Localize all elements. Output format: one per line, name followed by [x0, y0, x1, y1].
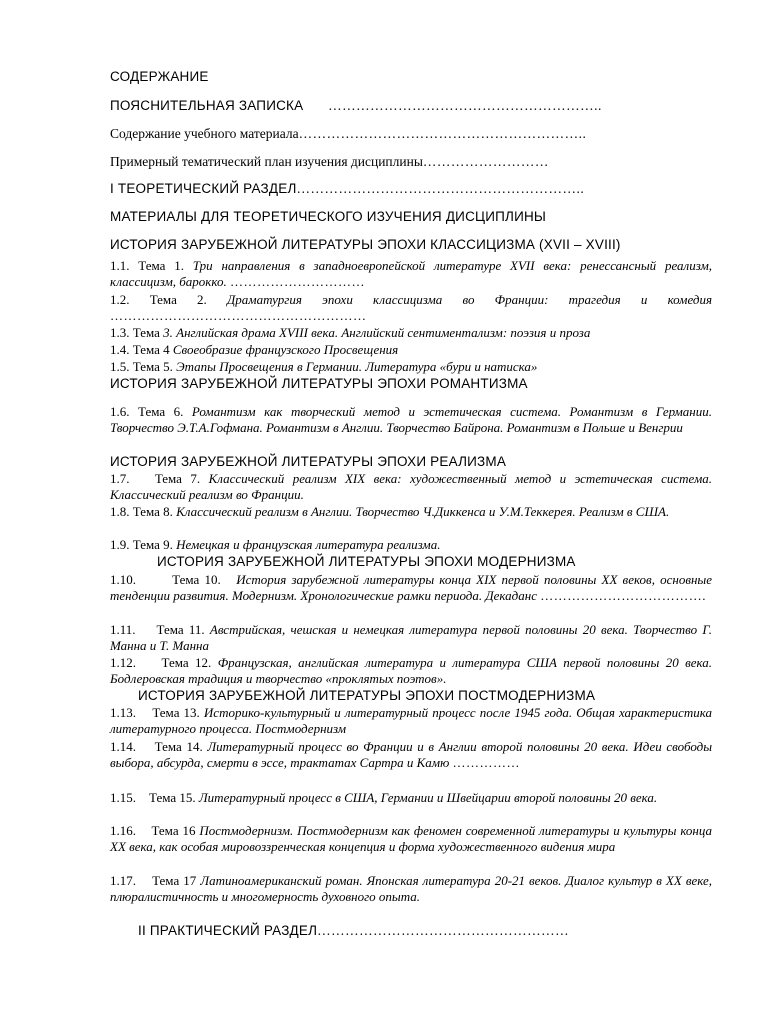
section-romanticism: ИСТОРИЯ ЗАРУБЕЖНОЙ ЛИТЕРАТУРЫ ЭПОХИ РОМАНТИЗМА	[110, 376, 528, 391]
topic-title: История зарубежной литературы конца XIX первой половины XX веков, основные тенденции развития. Модернизм. Хронологические рамки периода. Декаданс	[110, 572, 713, 603]
toc-entry-practical	[138, 923, 569, 939]
topic-1-4	[110, 342, 712, 358]
toc-entry-plan	[110, 154, 549, 170]
topic-title: Австрийская, чешская и немецкая литература первой половины 20 века. Творчество Г. Манна и Т. Манна	[110, 622, 713, 653]
topic-dots: …………………………	[229, 274, 365, 289]
topic-1-9	[110, 537, 712, 553]
toc-entry-practical-label: II ПРАКТИЧЕСКИЙ РАЗДЕЛ	[138, 923, 318, 938]
topic-number: 1.2.	[110, 292, 130, 307]
topic-number: 1.1.	[110, 258, 130, 273]
toc-entry-note-dots: …………………………………………………..	[328, 98, 602, 113]
toc-entry-theory	[110, 181, 584, 197]
topic-label: Тема 9.	[132, 537, 173, 552]
topic-1-6	[110, 404, 712, 436]
topic-1-11	[110, 622, 712, 654]
topic-title: Классический реализм XIX века: художественный метод и эстетическая система. Классический реализм во Франции.	[110, 471, 713, 502]
topic-1-14	[110, 739, 712, 771]
topic-number: 1.10.	[110, 572, 136, 587]
toc-entry-plan-dots: ………………………	[422, 154, 549, 169]
topic-title: Своеобразие французского Просвещения	[172, 342, 399, 357]
topic-dots: ……………	[452, 755, 520, 770]
section-realism: ИСТОРИЯ ЗАРУБЕЖНОЙ ЛИТЕРАТУРЫ ЭПОХИ РЕАЛИЗМА	[110, 454, 507, 469]
topic-label: Тема 2.	[149, 292, 207, 307]
topic-1-2	[110, 292, 712, 324]
topic-1-15	[110, 790, 712, 806]
section-modernism: ИСТОРИЯ ЗАРУБЕЖНОЙ ЛИТЕРАТУРЫ ЭПОХИ МОДЕРНИЗМА	[157, 554, 576, 569]
topic-number: 1.14.	[110, 739, 136, 754]
topic-number: 1.9.	[110, 537, 130, 552]
topic-1-17	[110, 873, 712, 905]
topic-title: Латиноамериканский роман. Японская литература 20-21 веков. Диалог культур в XX веке, плюралистичность и многомерность духовного опыта.	[110, 873, 713, 904]
topic-label: Тема 10.	[172, 572, 221, 587]
topic-number: 1.3.	[110, 325, 130, 340]
topic-number: 1.6.	[110, 404, 130, 419]
toc-materials-heading: МАТЕРИАЛЫ ДЛЯ ТЕОРЕТИЧЕСКОГО ИЗУЧЕНИЯ ДИСЦИПЛИНЫ	[110, 209, 547, 224]
topic-number: 1.15.	[110, 790, 136, 805]
topic-label: Тема 1.	[138, 258, 184, 273]
topic-1-5	[110, 359, 712, 375]
topic-label: Тема 7.	[154, 471, 201, 486]
topic-number: 1.7.	[110, 471, 130, 486]
topic-label: Тема 13.	[152, 705, 200, 720]
toc-entry-content	[110, 126, 586, 142]
topic-1-3	[110, 325, 712, 341]
topic-dots: …………………………………………………	[110, 308, 367, 323]
section-postmodernism: ИСТОРИЯ ЗАРУБЕЖНОЙ ЛИТЕРАТУРЫ ЭПОХИ ПОСТМОДЕРНИЗМА	[138, 688, 596, 703]
section-classicism: ИСТОРИЯ ЗАРУБЕЖНОЙ ЛИТЕРАТУРЫ ЭПОХИ КЛАССИЦИЗМА (XVII – XVIII)	[110, 237, 621, 252]
topic-1-10	[110, 572, 712, 604]
toc-entry-note	[110, 98, 602, 114]
topic-label: Тема	[132, 325, 160, 340]
toc-entry-content-dots: ……………………………………………………..	[298, 126, 587, 141]
topic-number: 1.11.	[110, 622, 136, 637]
topic-title: Литературный процесс во Франции и в Англии второй половины 20 века. Идеи свободы выбора, абсурда, смерти в эссе, трактатах Сартра и Камю	[110, 739, 713, 770]
topic-label: Тема 14.	[154, 739, 203, 754]
topic-title: Французская, английская литература и литература США первой половины 20 века. Бодлеровская традиция и творчество «проклятых поэтов».	[110, 655, 713, 686]
topic-title: Драматургия эпохи классицизма во Франции: трагедия и комедия	[227, 292, 713, 307]
topic-1-13	[110, 705, 712, 737]
topic-1-7	[110, 471, 712, 503]
topic-number: 1.16.	[110, 823, 136, 838]
toc-entry-practical-dots: ………………………………………………	[317, 923, 570, 938]
toc-title: СОДЕРЖАНИЕ	[110, 69, 209, 84]
toc-entry-note-label: ПОЯСНИТЕЛЬНАЯ ЗАПИСКА	[110, 98, 304, 113]
topic-number: 1.8.	[110, 504, 130, 519]
topic-1-16	[110, 823, 712, 855]
topic-number: 1.5.	[110, 359, 130, 374]
topic-number: 1.13.	[110, 705, 136, 720]
toc-entry-theory-dots: ……………………………………………………..	[296, 181, 585, 196]
topic-label: Тема 8.	[132, 504, 173, 519]
topic-1-8	[110, 504, 712, 520]
topic-title: Три направления в западноевропейской литературе XVII века: ренессансный реализм, классицизм, барокко.	[110, 258, 713, 289]
topic-1-1	[110, 258, 712, 290]
topic-title: Историко-культурный и литературный процесс после 1945 года. Общая характеристика литературного процесса. Постмодернизм	[110, 705, 713, 736]
topic-label: Тема 6.	[138, 404, 184, 419]
topic-title: Романтизм как творческий метод и эстетическая система. Романтизм в Германии. Творчество Э.Т.А.Гофмана. Романтизм в Англии. Творчество Байрона. Романтизм в Польше и Венгрии	[110, 404, 712, 435]
topic-title: Литературный процесс в США, Германии и Швейцарии второй половины 20 века.	[198, 790, 658, 805]
topic-label: Тема 17	[152, 873, 197, 888]
topic-label: Тема 12.	[161, 655, 212, 670]
toc-entry-content-label: Содержание учебного материала	[110, 126, 299, 141]
topic-title: Классический реализм в Англии. Творчество Ч.Диккенса и У.М.Теккерея. Реализм в США.	[176, 504, 670, 519]
topic-1-12	[110, 655, 712, 687]
topic-title: Этапы Просвещения в Германии. Литература «бури и натиска»	[176, 359, 538, 374]
topic-title: Постмодернизм. Постмодернизм как феномен современной литературы и культуры конца XX века, как особая мировоззренческая концепция и форма художественного видения мира	[110, 823, 713, 854]
toc-entry-theory-label: I ТЕОРЕТИЧЕСКИЙ РАЗДЕЛ	[110, 181, 297, 196]
topic-label: Тема 5.	[132, 359, 173, 374]
topic-number: 1.17.	[110, 873, 136, 888]
topic-label: Тема 11.	[156, 622, 205, 637]
topic-number: 1.4.	[110, 342, 130, 357]
topic-label: Тема 16	[151, 823, 196, 838]
topic-label: Тема 4	[132, 342, 170, 357]
toc-entry-plan-label: Примерный тематический план изучения дисциплины	[110, 154, 423, 169]
topic-label: Тема 15.	[149, 790, 196, 805]
topic-title: 3. Английская драма XVIII века. Английский сентиментализм: поэзия и проза	[163, 325, 591, 340]
topic-dots: ……………………………….	[540, 588, 706, 603]
topic-title: Немецкая и французская литература реализма.	[176, 537, 441, 552]
topic-number: 1.12.	[110, 655, 136, 670]
